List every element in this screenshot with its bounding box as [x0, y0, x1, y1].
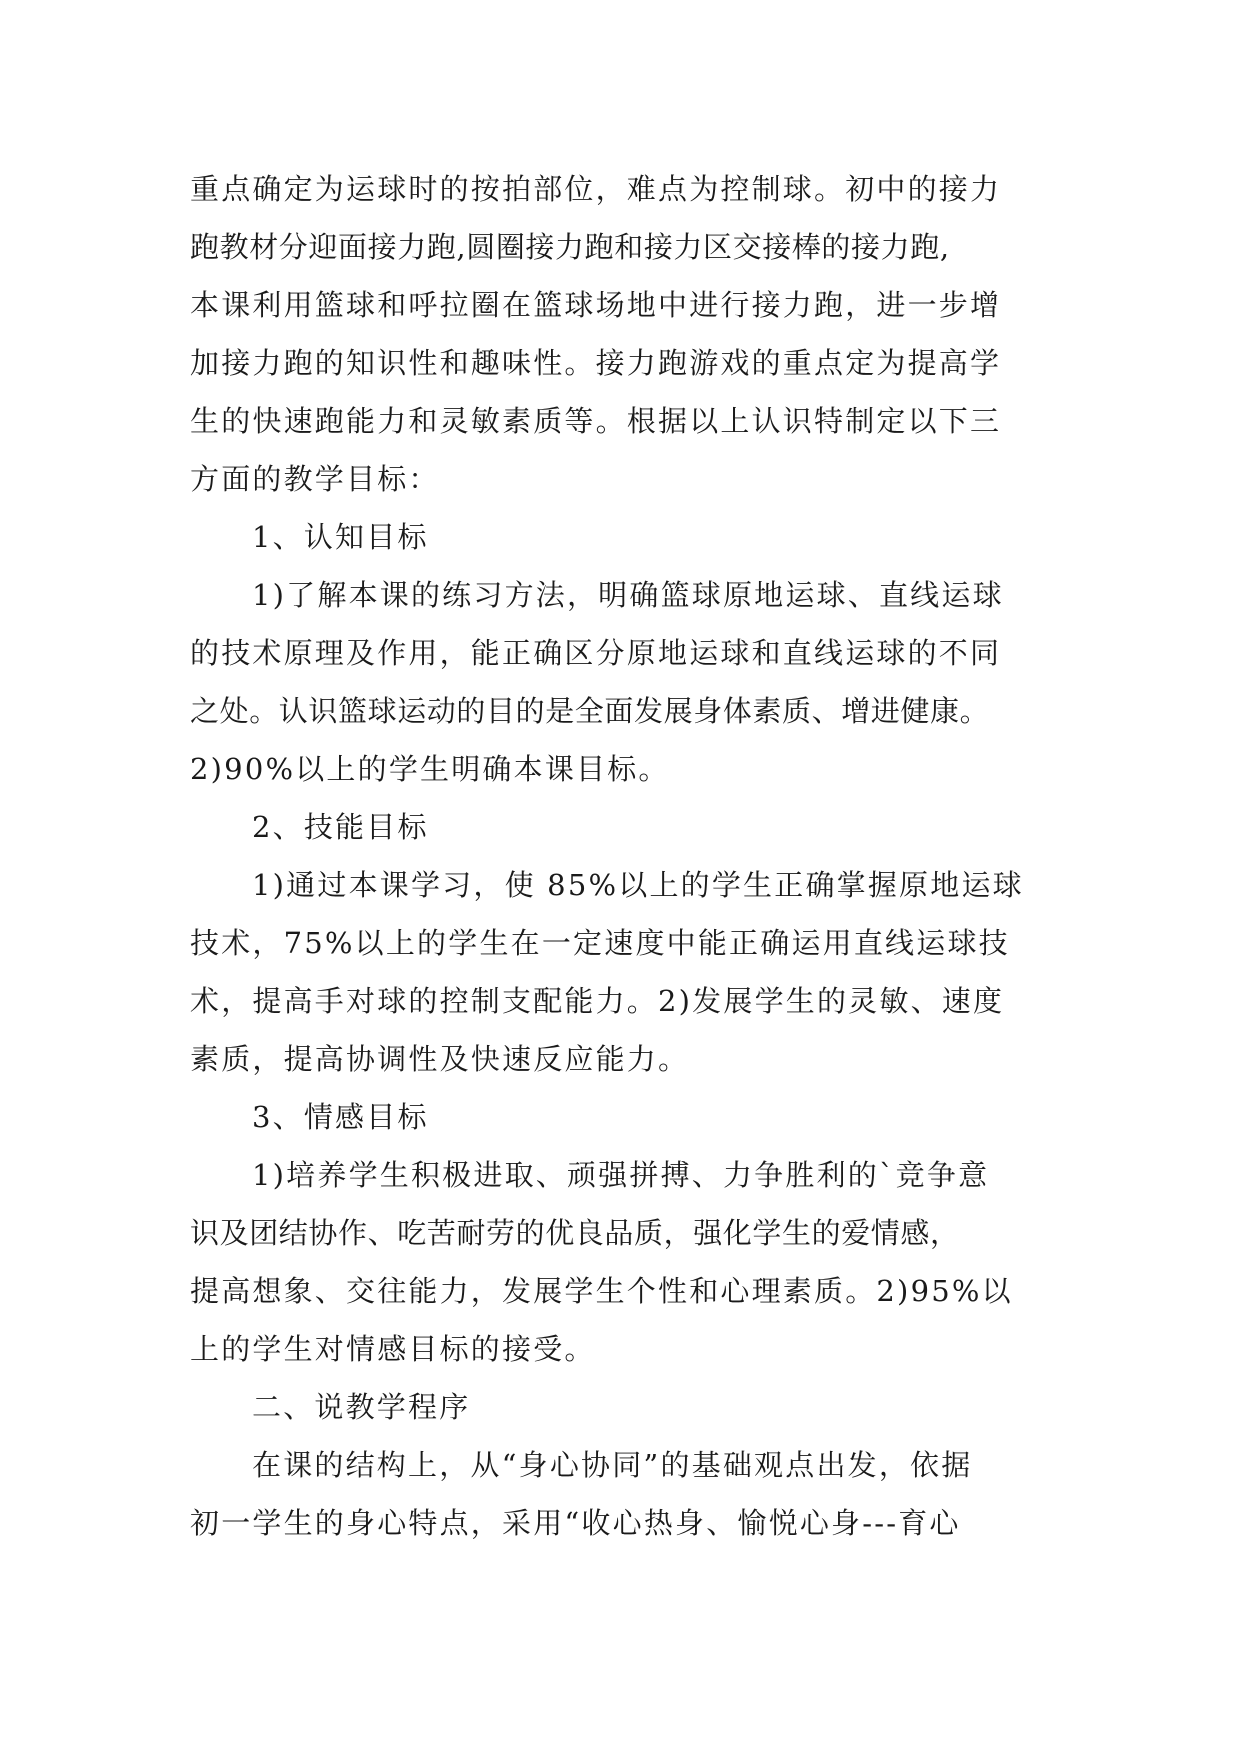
text-line: 技术，75%以上的学生在一定速度中能正确运用直线运球技 — [190, 926, 1010, 960]
text-line: 1)通过本课学习，使 85%以上的学生正确掌握原地运球 — [252, 868, 1024, 902]
text-line: 初一学生的身心特点，采用“收心热身、愉悦心身---育心 — [190, 1506, 961, 1540]
section-heading: 2、技能目标 — [252, 810, 429, 844]
text-line: 在课的结构上，从“身心协同”的基础观点出发，依据 — [252, 1448, 973, 1482]
section-heading: 3、情感目标 — [252, 1100, 429, 1134]
body-text — [190, 160, 1090, 1552]
text-line: 1)了解本课的练习方法，明确篮球原地运球、直线运球 — [252, 578, 1004, 612]
text-line: 跑教材分迎面接力跑,圆圈接力跑和接力区交接棒的接力跑, — [190, 230, 950, 264]
text-line: 方面的教学目标： — [190, 462, 440, 496]
text-line: 素质，提高协调性及快速反应能力。 — [190, 1042, 690, 1076]
text-line: 上的学生对情感目标的接受。 — [190, 1332, 596, 1366]
text-line: 重点确定为运球时的按拍部位，难点为控制球。初中的接力 — [190, 172, 1002, 206]
text-line: 2)90%以上的学生明确本课目标。 — [190, 752, 670, 786]
text-line: 提高想象、交往能力，发展学生个性和心理素质。2)95%以 — [190, 1274, 1013, 1308]
section-heading: 二、说教学程序 — [252, 1390, 471, 1424]
text-line: 加接力跑的知识性和趣味性。接力跑游戏的重点定为提高学 — [190, 346, 1002, 380]
text-line: 的技术原理及作用，能正确区分原地运球和直线运球的不同 — [190, 636, 1002, 670]
text-line: 术，提高手对球的控制支配能力。2)发展学生的灵敏、速度 — [190, 984, 1005, 1018]
text-line: 生的快速跑能力和灵敏素质等。根据以上认识特制定以下三 — [190, 404, 1002, 438]
text-line: 本课利用篮球和呼拉圈在篮球场地中进行接力跑，进一步增 — [190, 288, 1002, 322]
text-line: 1)培养学生积极进取、顽强拼搏、力争胜利的`竞争意 — [252, 1158, 990, 1192]
text-line: 之处。认识篮球运动的目的是全面发展身体素质、增进健康。 — [190, 694, 990, 728]
section-heading: 1、认知目标 — [252, 520, 429, 554]
text-line: 识及团结协作、吃苦耐劳的优良品质，强化学生的爱情感， — [190, 1216, 960, 1250]
